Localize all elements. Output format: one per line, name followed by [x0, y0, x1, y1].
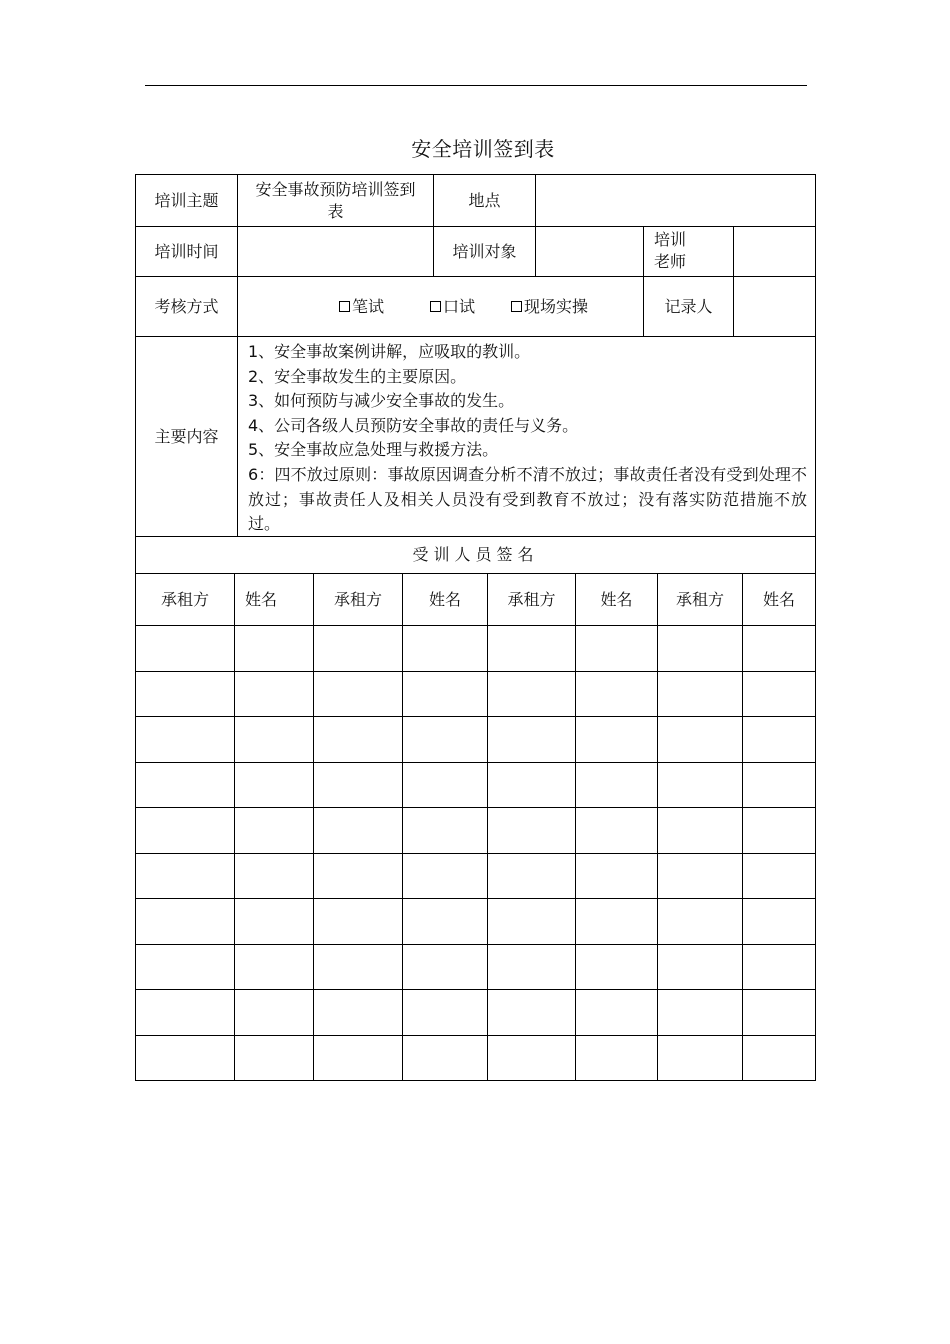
signin-cell-tenant[interactable] [136, 763, 235, 809]
content-line: 4、公司各级人员预防安全事故的责任与义务。 [248, 415, 579, 435]
content-line: 3、如何预防与减少安全事故的发生。 [248, 391, 515, 411]
column-header-tenant: 承租方 [658, 574, 743, 626]
signin-cell-tenant[interactable] [658, 626, 743, 672]
signin-cell-name[interactable] [743, 945, 816, 991]
signin-cell-tenant[interactable] [314, 717, 403, 763]
signin-cell-tenant[interactable] [488, 763, 576, 809]
signin-cell-tenant[interactable] [314, 1036, 403, 1082]
signin-cell-name[interactable] [576, 763, 658, 809]
signin-cell-tenant[interactable] [314, 808, 403, 854]
signin-cell-name[interactable] [403, 854, 488, 900]
signin-cell-name[interactable] [403, 808, 488, 854]
signin-cell-name[interactable] [403, 626, 488, 672]
signin-cell-name[interactable] [743, 717, 816, 763]
header-rule [145, 85, 807, 86]
signin-cell-name[interactable] [576, 717, 658, 763]
time-value[interactable] [238, 227, 434, 277]
recorder-value[interactable] [734, 277, 816, 337]
signin-form-table [135, 174, 816, 1081]
teacher-label [644, 227, 734, 277]
audience-value[interactable] [536, 227, 644, 277]
signin-cell-name[interactable] [576, 808, 658, 854]
signin-cell-name[interactable] [235, 854, 314, 900]
signin-cell-tenant[interactable] [314, 854, 403, 900]
signin-cell-tenant[interactable] [488, 717, 576, 763]
signin-cell-tenant[interactable] [314, 672, 403, 718]
signin-cell-name[interactable] [403, 945, 488, 991]
signin-cell-tenant[interactable] [488, 945, 576, 991]
signin-cell-tenant[interactable] [314, 763, 403, 809]
signin-cell-tenant[interactable] [488, 899, 576, 945]
assessment-option-practical[interactable]: 现场实操 [511, 296, 588, 318]
teacher-label-line-1: 培训 [654, 230, 687, 249]
signin-cell-name[interactable] [403, 990, 488, 1036]
signin-cell-name[interactable] [743, 1036, 816, 1082]
content-label: 主要内容 [136, 337, 238, 537]
signin-cell-name[interactable] [743, 899, 816, 945]
signin-cell-name[interactable] [743, 990, 816, 1036]
content-line: 2、安全事故发生的主要原因。 [248, 366, 467, 386]
column-header-name: 姓名 [576, 574, 658, 626]
signin-cell-name[interactable] [576, 899, 658, 945]
teacher-value[interactable] [734, 227, 816, 277]
signin-cell-name[interactable] [235, 717, 314, 763]
signin-section-title: 受训人员签名 [136, 537, 816, 574]
audience-label: 培训对象 [434, 227, 536, 277]
signin-cell-tenant[interactable] [658, 1036, 743, 1082]
signin-cell-name[interactable] [743, 854, 816, 900]
checkbox-icon[interactable] [339, 301, 350, 312]
signin-cell-tenant[interactable] [136, 899, 235, 945]
page-title: 安全培训签到表 [411, 137, 555, 161]
recorder-label: 记录人 [644, 277, 734, 337]
signin-cell-name[interactable] [235, 1036, 314, 1082]
time-label: 培训时间 [136, 227, 238, 277]
signin-cell-tenant[interactable] [314, 626, 403, 672]
signin-cell-tenant[interactable] [488, 854, 576, 900]
signin-cell-tenant[interactable] [314, 945, 403, 991]
signin-cell-name[interactable] [235, 763, 314, 809]
content-line: 6：四不放过原则：事故原因调查分析不清不放过；事故责任者没有受到处理不放过；事故责任人及相关人员没有受到教育不放过；没有落实防范措施不放过。 [248, 464, 807, 534]
signin-cell-name[interactable] [235, 945, 314, 991]
signin-cell-tenant[interactable] [136, 945, 235, 991]
signin-cell-name[interactable] [743, 626, 816, 672]
assessment-label: 考核方式 [136, 277, 238, 337]
signin-cell-name[interactable] [576, 626, 658, 672]
location-label: 地点 [434, 175, 536, 227]
signin-cell-name[interactable] [576, 1036, 658, 1082]
location-value[interactable] [536, 175, 816, 227]
signin-cell-tenant[interactable] [488, 626, 576, 672]
signin-cell-tenant[interactable] [658, 854, 743, 900]
topic-value[interactable]: 安全事故预防培训签到表 [238, 175, 434, 227]
signin-cell-tenant[interactable] [488, 1036, 576, 1082]
signin-cell-tenant[interactable] [488, 990, 576, 1036]
signin-cell-tenant[interactable] [658, 808, 743, 854]
signin-cell-name[interactable] [576, 945, 658, 991]
signin-cell-tenant[interactable] [488, 672, 576, 718]
signin-cell-tenant[interactable] [658, 945, 743, 991]
signin-cell-name[interactable] [235, 672, 314, 718]
signin-cell-name[interactable] [576, 854, 658, 900]
signin-cell-name[interactable] [576, 990, 658, 1036]
signin-cell-tenant[interactable] [658, 763, 743, 809]
checkbox-icon[interactable] [430, 301, 441, 312]
content-list [238, 337, 816, 537]
column-header-tenant: 承租方 [314, 574, 403, 626]
content-line: 1、安全事故案例讲解，应吸取的教训。 [248, 342, 531, 361]
signin-cell-name[interactable] [576, 672, 658, 718]
assessment-option-oral[interactable]: 口试 [430, 296, 475, 318]
signin-cell-name[interactable] [743, 672, 816, 718]
topic-label: 培训主题 [136, 175, 238, 227]
signin-cell-tenant[interactable] [136, 1036, 235, 1082]
signin-cell-name[interactable] [235, 626, 314, 672]
content-line: 5、安全事故应急处理与救援方法。 [248, 440, 499, 460]
column-header-name: 姓名 [235, 574, 314, 626]
signin-cell-name[interactable] [403, 717, 488, 763]
assessment-option-written[interactable]: 笔试 [339, 296, 384, 318]
signin-cell-tenant[interactable] [136, 717, 235, 763]
signin-cell-name[interactable] [235, 899, 314, 945]
signin-cell-name[interactable] [403, 1036, 488, 1082]
signin-cell-tenant[interactable] [136, 808, 235, 854]
signin-cell-tenant[interactable] [658, 990, 743, 1036]
signin-cell-tenant[interactable] [314, 899, 403, 945]
column-header-name: 姓名 [743, 574, 816, 626]
assessment-options [238, 277, 644, 337]
signin-cell-tenant[interactable] [136, 626, 235, 672]
signin-cell-tenant[interactable] [658, 899, 743, 945]
checkbox-icon[interactable] [511, 301, 522, 312]
signin-cell-tenant[interactable] [136, 990, 235, 1036]
signin-cell-tenant[interactable] [658, 672, 743, 718]
column-header-tenant: 承租方 [488, 574, 576, 626]
signin-cell-name[interactable] [743, 808, 816, 854]
signin-cell-tenant[interactable] [136, 854, 235, 900]
column-header-tenant: 承租方 [136, 574, 235, 626]
teacher-label-line-2: 老师 [654, 252, 687, 271]
signin-cell-name[interactable] [743, 763, 816, 809]
column-header-name: 姓名 [403, 574, 488, 626]
signin-cell-tenant[interactable] [658, 717, 743, 763]
signin-cell-name[interactable] [403, 763, 488, 809]
signin-cell-name[interactable] [403, 899, 488, 945]
signin-cell-tenant[interactable] [488, 808, 576, 854]
signin-cell-name[interactable] [235, 808, 314, 854]
signin-cell-tenant[interactable] [314, 990, 403, 1036]
signin-cell-name[interactable] [235, 990, 314, 1036]
signin-cell-name[interactable] [403, 672, 488, 718]
signin-cell-tenant[interactable] [136, 672, 235, 718]
